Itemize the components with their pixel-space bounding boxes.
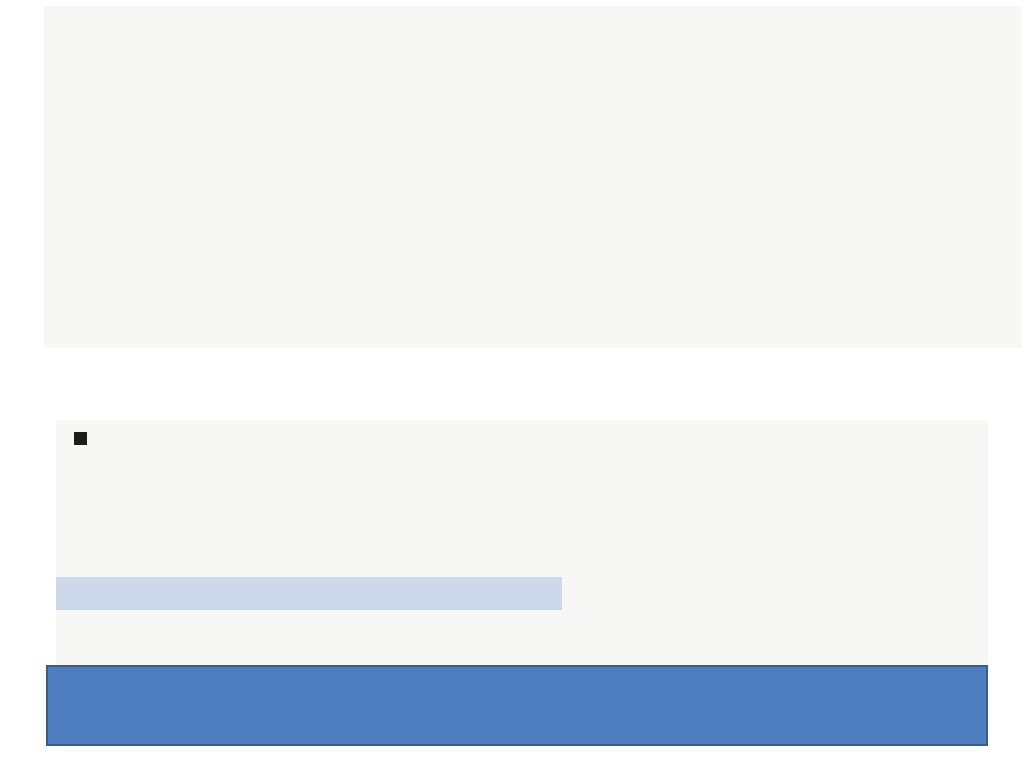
highlight-band [56,577,562,610]
bullet-square-icon [74,432,87,445]
scanned-excerpt-bottom [56,420,988,668]
next-section-banner [46,665,988,746]
scanned-excerpt-top [44,6,1022,348]
